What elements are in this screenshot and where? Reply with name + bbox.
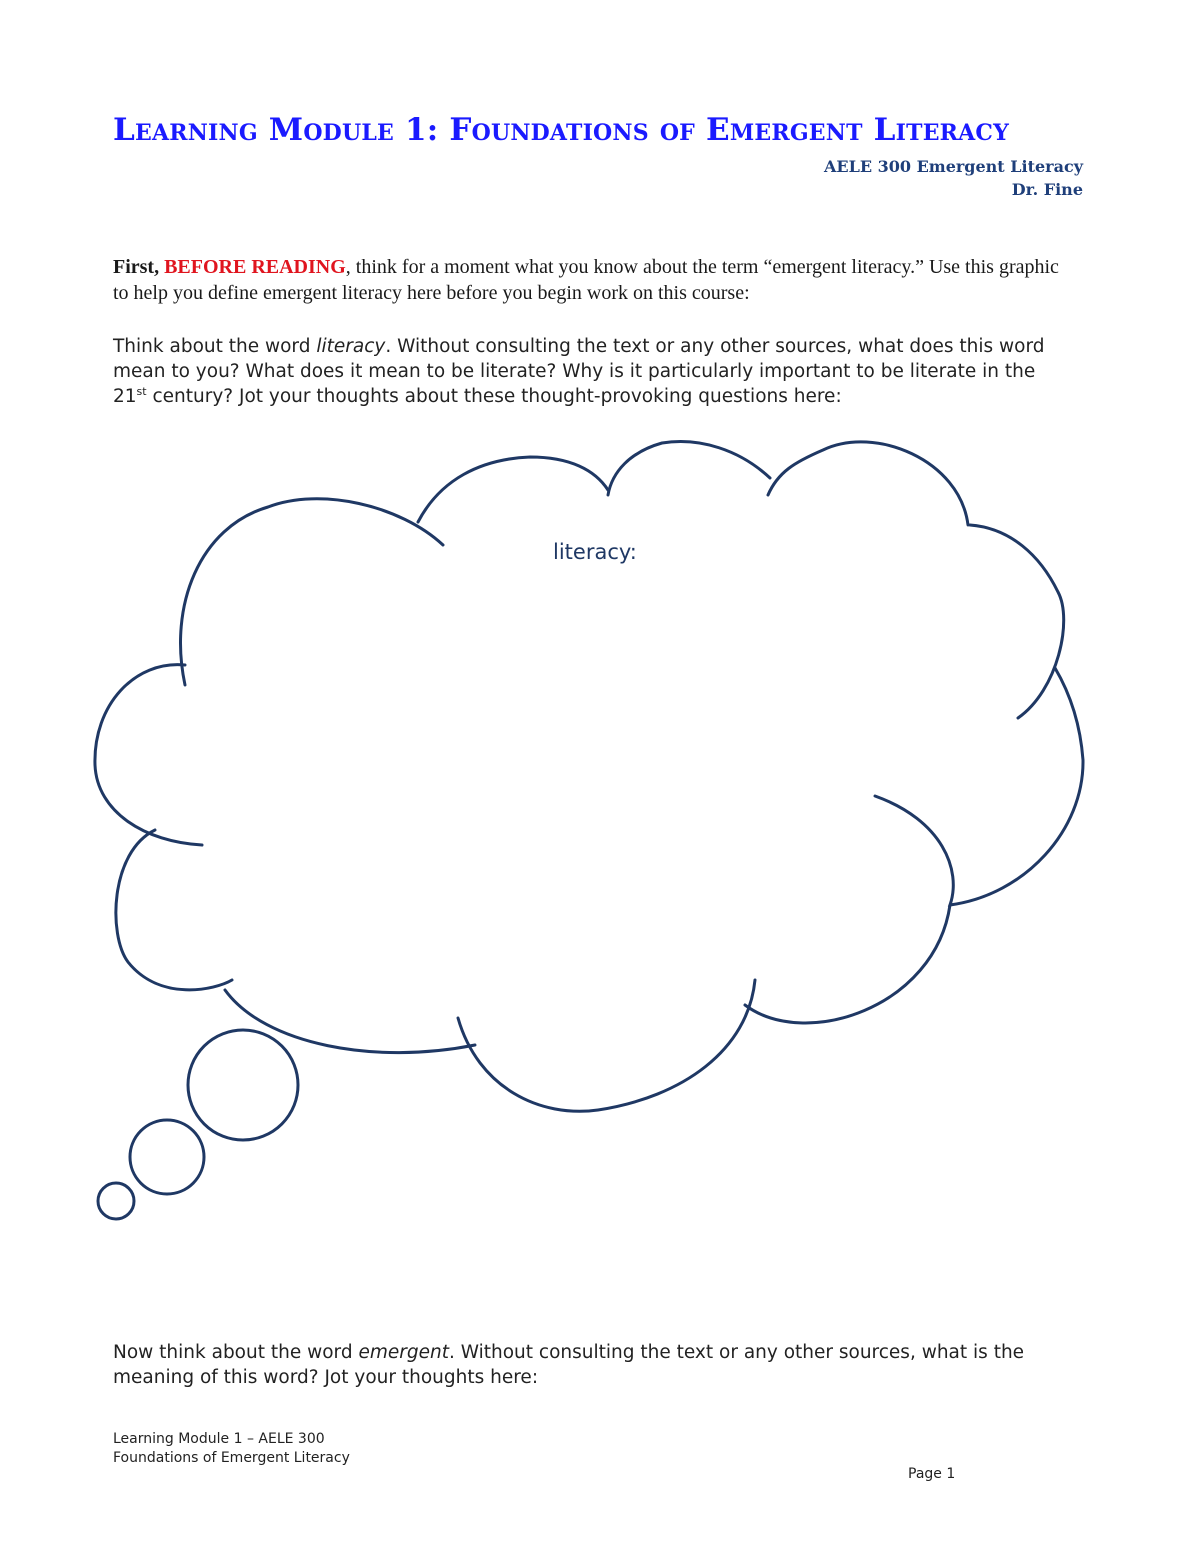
emergent-prompt-part1: Now think about the word	[113, 1342, 359, 1363]
thought-bubble-medium	[130, 1120, 204, 1194]
intro-text: , think for a moment what you know about the term “emergent literacy.” Use this graphic to help you define emergent literacy here before you begin work on this course:	[113, 256, 1059, 304]
literacy-prompt	[113, 334, 1073, 409]
footer-line1: Learning Module 1 – AELE 300	[113, 1431, 325, 1447]
footer-line2: Foundations of Emergent Literacy	[113, 1450, 350, 1466]
module-title: Learning Module 1: Foundations of Emergent Literacy	[113, 112, 1010, 148]
literacy-word: literacy	[316, 336, 386, 357]
course-name: AELE 300 Emergent Literacy	[823, 157, 1083, 176]
course-info	[824, 155, 1083, 201]
instructor-name: Dr. Fine	[1011, 180, 1083, 199]
cloud-label: literacy:	[553, 540, 637, 564]
literacy-prompt-part2: . Without consulting the text or any other sources, what does this word mean to you? What does it mean to be literate? Why is it particularly important to be literate in the 21	[113, 336, 1045, 407]
ordinal-suffix: st	[136, 384, 147, 398]
before-reading-highlight: BEFORE READING	[164, 256, 346, 278]
thought-bubble-large	[188, 1030, 298, 1140]
emergent-prompt-part2: . Without consulting the text or any other sources, what is the meaning of this word? Jot your thoughts here:	[113, 1342, 1025, 1388]
literacy-prompt-part3: century? Jot your thoughts about these thought-provoking questions here:	[146, 386, 842, 407]
emergent-prompt	[113, 1340, 1073, 1390]
footer	[113, 1430, 350, 1468]
page-number: Page 1	[908, 1466, 956, 1482]
intro-lead: First,	[113, 256, 160, 278]
literacy-prompt-part1: Think about the word	[113, 336, 317, 357]
thought-bubble-small	[98, 1183, 134, 1219]
intro-paragraph	[113, 254, 1073, 306]
emergent-word: emergent	[358, 1342, 449, 1363]
